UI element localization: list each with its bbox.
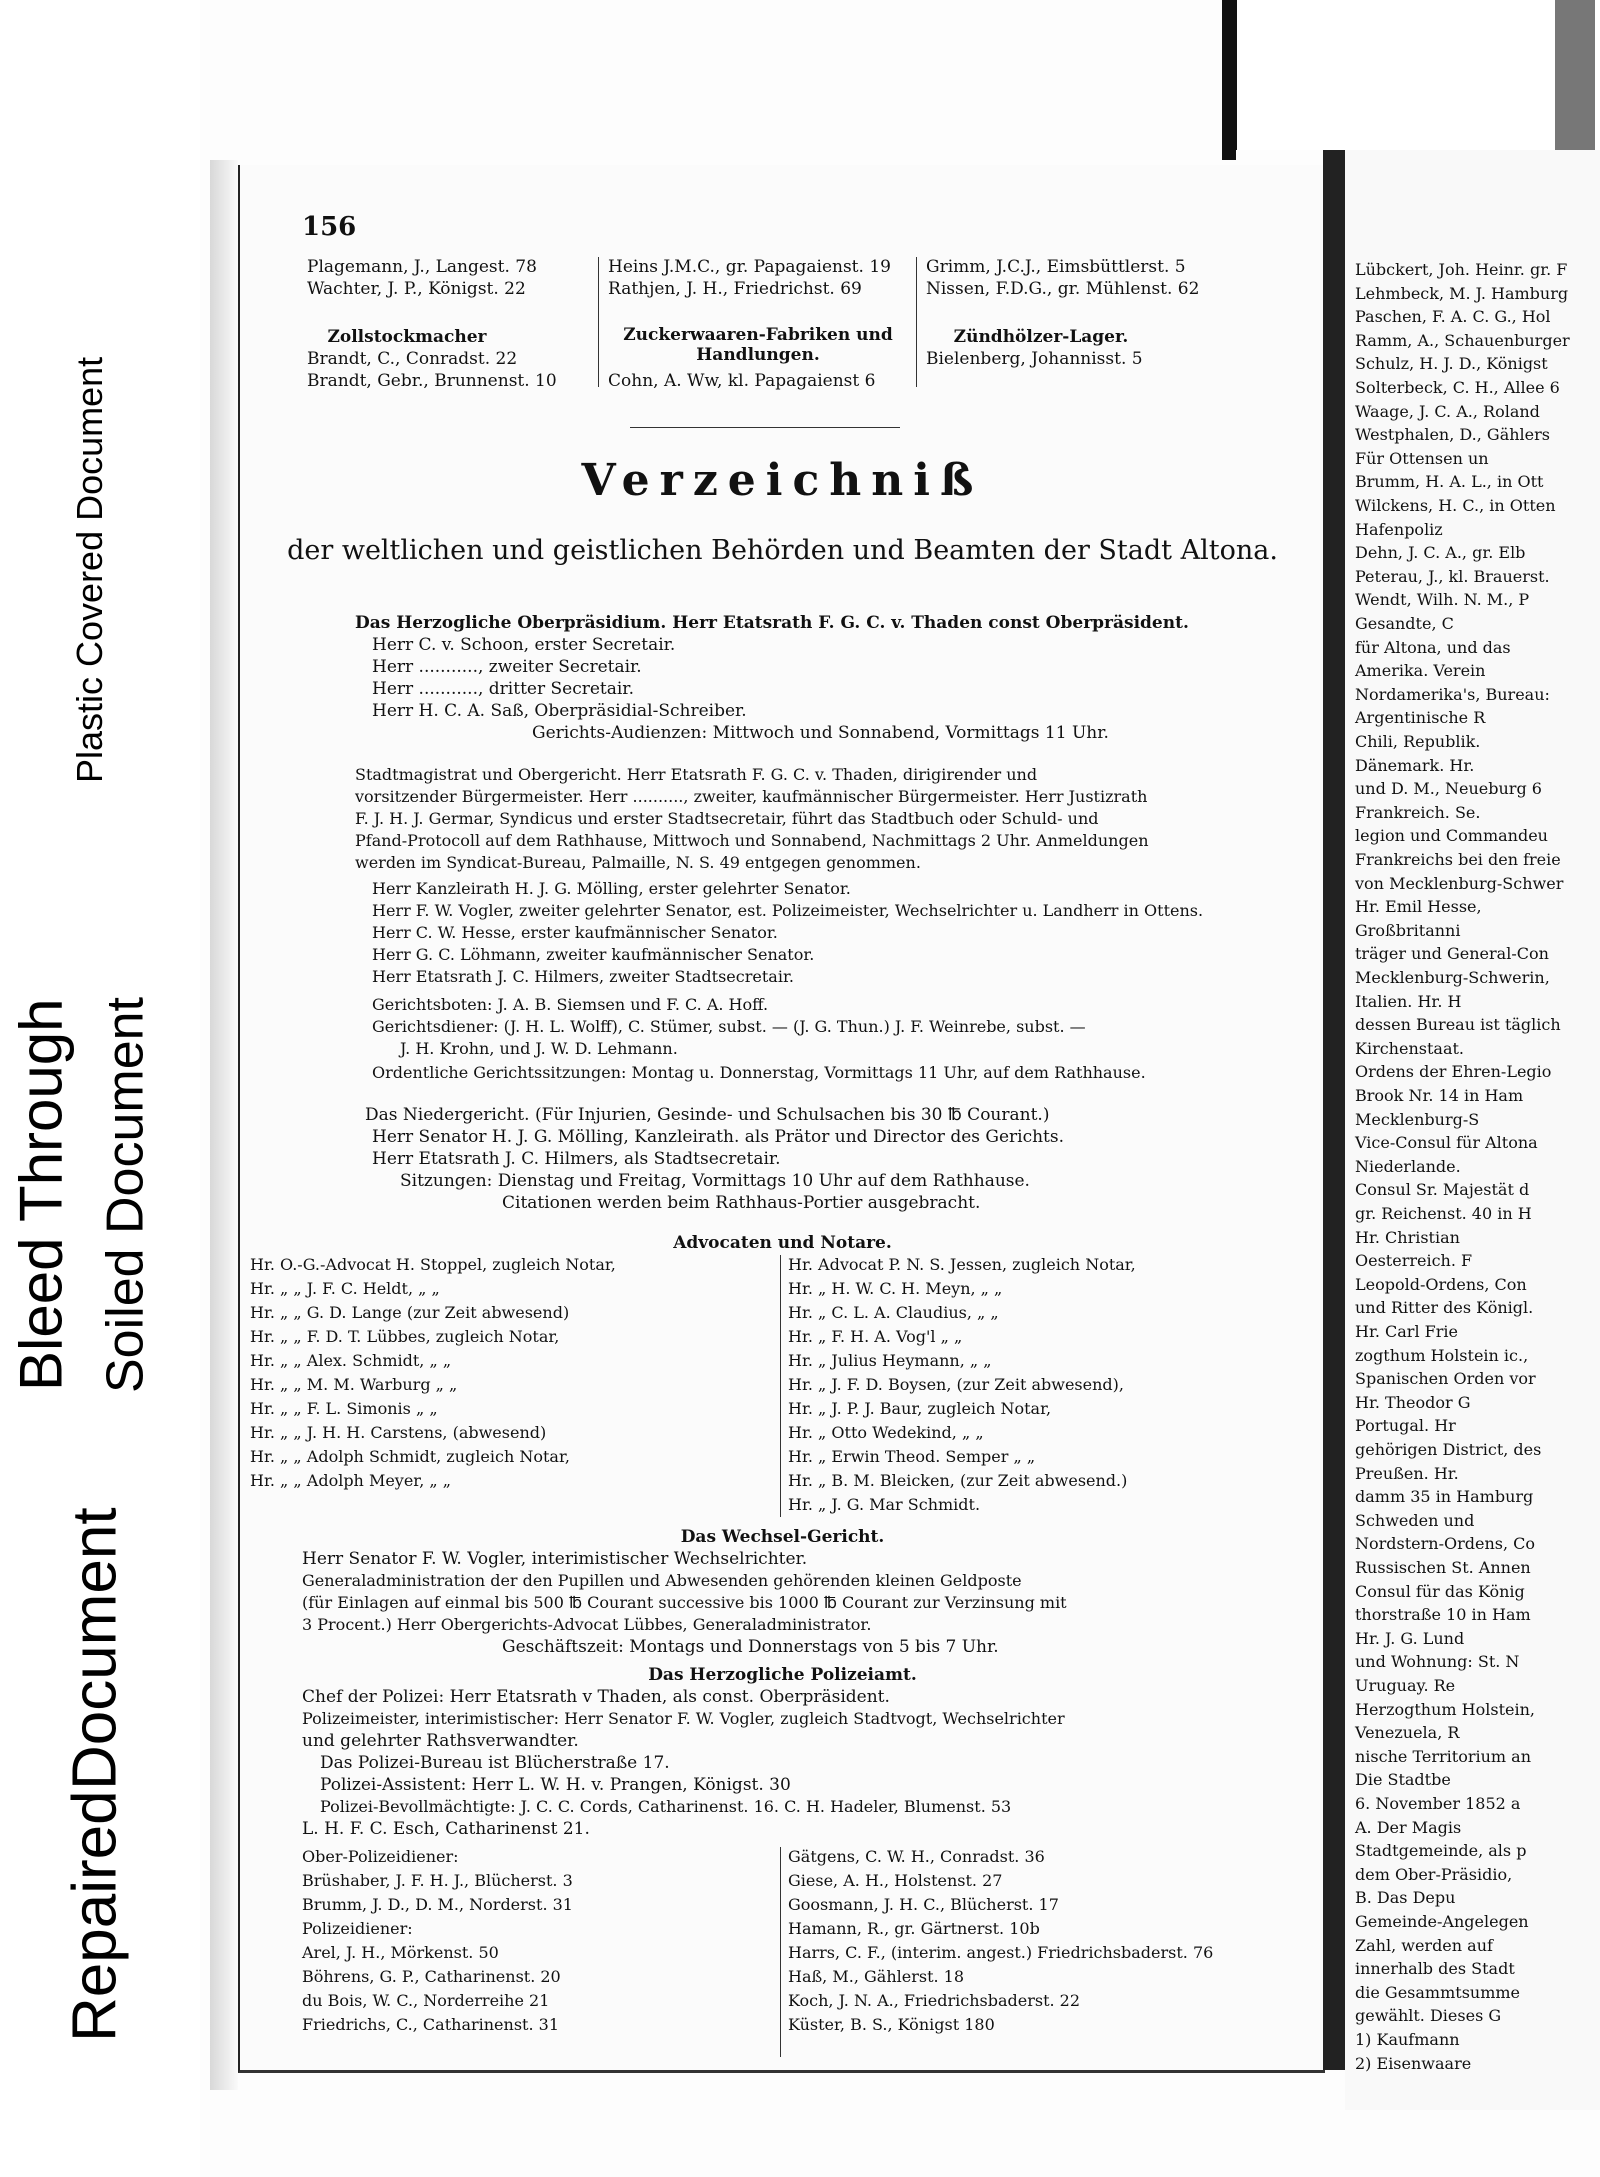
oberpraesidium-line3: Herr ..........., zweiter Secretair.	[372, 657, 642, 677]
right-page-line: gehörigen District, des	[1355, 1440, 1542, 1459]
advocat-entry: Hr. „ „ G. D. Lange (zur Zeit abwesend)	[250, 1303, 570, 1322]
polizei-entry: Böhrens, G. P., Catharinenst. 20	[302, 1967, 561, 1986]
advocat-entry: Hr. „ „ J. F. C. Heldt, „ „	[250, 1279, 440, 1298]
magistrat-line13: J. H. Krohn, und J. W. D. Lehmann.	[400, 1039, 678, 1058]
right-page-line: Die Stadtbe	[1355, 1770, 1451, 1790]
wechsel-line3: Generaladministration der den Pupillen und Abwesenden gehörenden kleinen Geldposte	[302, 1571, 1022, 1590]
right-page-line: Lehmbeck, M. J. Hamburg	[1355, 283, 1569, 303]
right-page-line: Consul Sr. Majestät d	[1355, 1180, 1530, 1200]
right-page-line: Frankreichs bei den freie	[1355, 850, 1561, 869]
polizei-entry: Harrs, C. F., (interim. angest.) Friedrichsbaderst. 76	[788, 1943, 1214, 1962]
right-page-line: Preußen. Hr.	[1355, 1463, 1459, 1483]
magistrat-line5: werden im Syndicat-Bureau, Palmaille, N. S. 49 entgegen genommen.	[355, 853, 921, 872]
right-page-line: Herzogthum Holstein,	[1355, 1699, 1535, 1719]
right-page	[1345, 150, 1600, 2110]
right-page-line: und Ritter des Königl.	[1355, 1298, 1534, 1318]
polizei-line5: Das Polizei-Bureau ist Blücherstraße 17.	[320, 1753, 670, 1773]
niedergericht-line2: Herr Senator H. J. G. Mölling, Kanzleirath. als Prätor und Director des Gerichts.	[372, 1127, 1065, 1147]
right-page-line: Leopold-Ordens, Con	[1355, 1274, 1527, 1294]
oberpraesidium-line5: Herr H. C. A. Saß, Oberpräsidial-Schreiber.	[372, 701, 747, 721]
right-page-line: dessen Bureau ist täglich	[1355, 1015, 1561, 1035]
page-number: 156	[302, 212, 357, 242]
wechsel-line2: Herr Senator F. W. Vogler, interimistischer Wechselrichter.	[302, 1549, 808, 1569]
book-page	[238, 165, 1325, 2073]
right-page-line: Hr. Emil Hesse,	[1355, 897, 1482, 917]
magistrat-line1: Stadtmagistrat und Obergericht. Herr Etatsrath F. G. C. v. Thaden, dirigirender und	[355, 765, 1038, 784]
right-page-line: Hr. Carl Frie	[1355, 1322, 1458, 1341]
right-page-line: Lübckert, Joh. Heinr. gr. F	[1355, 260, 1568, 279]
polizei-line3: Polizeimeister, interimistischer: Herr Senator F. W. Vogler, zugleich Stadtvogt, Wechselrichter	[302, 1709, 1065, 1728]
right-page-line: Uruguay. Re	[1355, 1676, 1456, 1695]
right-page-line: Mecklenburg-S	[1355, 1109, 1480, 1129]
right-page-line: dem Ober-Präsidio,	[1355, 1864, 1513, 1884]
right-page-line: Nordstern-Ordens, Co	[1355, 1534, 1536, 1554]
top-col1-heading: Zollstockmacher	[327, 327, 487, 347]
right-page-line: nische Territorium an	[1355, 1746, 1531, 1766]
top-col1-after2: Brandt, Gebr., Brunnenst. 10	[307, 371, 557, 391]
right-page-line: Mecklenburg-Schwerin,	[1355, 968, 1550, 987]
oberpraesidium-line2: Herr C. v. Schoon, erster Secretair.	[372, 635, 676, 655]
right-page-line: und D. M., Neueburg 6	[1355, 779, 1542, 799]
advocat-entry: Hr. „ „ Adolph Meyer, „ „	[250, 1471, 452, 1490]
label-plastic-text: Plastic Covered Document	[69, 356, 111, 784]
right-page-line: die Gesammtsumme	[1355, 1982, 1521, 2002]
polizei-entry: Küster, B. S., Königst 180	[788, 2015, 995, 2034]
right-page-line: Hr. Christian	[1355, 1227, 1460, 1247]
wechsel-heading: Das Wechsel-Gericht.	[680, 1527, 885, 1547]
top-col2-after1: Cohn, A. Ww, kl. Papagaienst 6	[608, 371, 876, 391]
polizei-entry: du Bois, W. C., Norderreihe 21	[302, 1991, 550, 2010]
right-page-line: Venezuela, R	[1355, 1723, 1460, 1743]
right-page-line: Ordens der Ehren-Legio	[1355, 1062, 1552, 1082]
right-page-line: Zahl, werden auf	[1355, 1935, 1493, 1955]
right-page-line: Consul für das König	[1355, 1581, 1525, 1601]
magistrat-line4: Pfand-Protocoll auf dem Rathhause, Mittwoch und Sonnabend, Nachmittags 2 Uhr. Anmeldungen	[355, 831, 1149, 850]
book-gutter	[1323, 150, 1345, 2070]
top-col-rule1	[598, 257, 599, 387]
magistrat-line8: Herr C. W. Hesse, erster kaufmännischer Senator.	[372, 923, 778, 942]
polizei-entry: Gätgens, C. W. H., Conradst. 36	[788, 1847, 1045, 1866]
right-page-line: Amerika. Verein	[1355, 661, 1486, 681]
right-page-line: Frankreich. Se.	[1355, 802, 1481, 822]
advocat-entry: Hr. O.-G.-Advocat H. Stoppel, zugleich Notar,	[250, 1255, 616, 1274]
right-page-line: und Wohnung: St. N	[1355, 1652, 1520, 1672]
polizei-line2: Chef der Polizei: Herr Etatsrath v Thaden, als const. Oberpräsident.	[302, 1687, 890, 1707]
right-page-line: träger und General-Con	[1355, 944, 1549, 964]
right-page-line: legion und Commandeu	[1355, 826, 1548, 846]
right-page-line: Niederlande.	[1355, 1156, 1461, 1176]
right-page-line: für Altona, und das	[1355, 637, 1511, 657]
top-col1-line1: Plagemann, J., Langest. 78	[307, 257, 537, 277]
magistrat-line6: Herr Kanzleirath H. J. G. Mölling, erster gelehrter Senator.	[372, 879, 851, 898]
magistrat-line2: vorsitzender Bürgermeister. Herr .........., zweiter, kaufmännischer Bürgermeister. Herr Justizrath	[355, 787, 1148, 806]
label-repaired-document	[10, 1507, 180, 2043]
advocat-entry: Hr. „ „ M. M. Warburg „ „	[250, 1375, 458, 1394]
right-page-line: Ramm, A., Schauenburger	[1355, 330, 1570, 350]
label-plastic-covered	[60, 270, 120, 870]
right-page-line: Gemeinde-Angelegen	[1355, 1912, 1529, 1931]
oberpraesidium-line6: Gerichts-Audienzen: Mittwoch und Sonnabend, Vormittags 11 Uhr.	[532, 723, 1109, 743]
polizei-heading: Das Herzogliche Polizeiamt.	[648, 1665, 917, 1685]
right-page-line: Kirchenstaat.	[1355, 1038, 1464, 1058]
right-page-line: Stadtgemeinde, als p	[1355, 1841, 1527, 1861]
right-page-line: Peterau, J., kl. Brauerst.	[1355, 566, 1550, 586]
advocat-entry: Hr. Advocat P. N. S. Jessen, zugleich Notar,	[788, 1255, 1136, 1274]
dark-edge	[1222, 0, 1236, 160]
title-rule	[630, 427, 900, 428]
wechsel-line5: 3 Procent.) Herr Obergerichts-Advocat Lübbes, Generaladministrator.	[302, 1615, 872, 1634]
right-page-line: Wilckens, H. C., in Otten	[1355, 496, 1556, 515]
polizei-line4: und gelehrter Rathsverwandter.	[302, 1731, 579, 1751]
wechsel-line6: Geschäftszeit: Montags und Donnerstags von 5 bis 7 Uhr.	[502, 1637, 999, 1657]
advocat-entry: Hr. „ J. F. D. Boysen, (zur Zeit abwesend),	[788, 1375, 1124, 1394]
right-page-line: Nordamerika's, Bureau:	[1355, 684, 1550, 704]
right-page-line: Für Ottensen un	[1355, 448, 1489, 468]
right-page-line: von Mecklenburg-Schwer	[1355, 873, 1564, 893]
magistrat-line3: F. J. H. J. Germar, Syndicus und erster Stadtsecretair, führt das Stadtbuch oder Schuld- und	[355, 809, 1099, 828]
right-page-line: Westphalen, D., Gählers	[1355, 425, 1550, 445]
right-page-line: Brook Nr. 14 in Ham	[1355, 1086, 1524, 1105]
label-repaired-line2: Document	[60, 1507, 130, 1791]
right-page-line: Italien. Hr. H	[1355, 991, 1462, 1011]
advocat-entry: Hr. „ F. H. A. Vog'l „ „	[788, 1327, 963, 1346]
top-col3-line2: Nissen, F.D.G., gr. Mühlenst. 62	[926, 279, 1200, 299]
page-subtitle: der weltlichen und geistlichen Behörden und Beamten der Stadt Altona.	[287, 535, 1278, 566]
advocat-entry: Hr. „ „ F. L. Simonis „ „	[250, 1399, 438, 1418]
top-col-rule2	[916, 257, 917, 387]
page-stack-edge	[210, 160, 238, 2090]
magistrat-line7: Herr F. W. Vogler, zweiter gelehrter Senator, est. Polizeimeister, Wechselrichter u. Landherr in Ottens.	[372, 901, 1204, 920]
label-repaired-line1: Repaired	[60, 1790, 130, 2043]
right-page-line: Brumm, H. A. L., in Ott	[1355, 472, 1544, 492]
right-page-line: Argentinische R	[1355, 708, 1486, 728]
advocat-entry: Hr. „ J. G. Mar Schmidt.	[788, 1495, 981, 1514]
polizei-entry: Goosmann, J. H. C., Blücherst. 17	[788, 1895, 1059, 1914]
right-page-line: Dänemark. Hr.	[1355, 755, 1475, 775]
advocat-entry: Hr. „ „ Adolph Schmidt, zugleich Notar,	[250, 1447, 570, 1466]
right-page-line: Chili, Republik.	[1355, 732, 1481, 751]
polizei-entry: Ober-Polizeidiener:	[302, 1847, 459, 1866]
oberpraesidium-line1: Das Herzogliche Oberpräsidium. Herr Etatsrath F. G. C. v. Thaden const Oberpräsident.	[355, 613, 1189, 633]
label-bleed-text: Bleed Through	[7, 998, 75, 1392]
right-page-line: Hr. J. G. Lund	[1355, 1628, 1465, 1648]
polizei-entry: Friedrichs, C., Catharinenst. 31	[302, 2015, 559, 2034]
right-page-line: Oesterreich. F	[1355, 1251, 1473, 1271]
right-page-line: innerhalb des Stadt	[1355, 1959, 1515, 1979]
advocat-entry: Hr. „ J. P. J. Baur, zugleich Notar,	[788, 1399, 1052, 1418]
niedergericht-line4: Sitzungen: Dienstag und Freitag, Vormittags 10 Uhr auf dem Rathhause.	[400, 1171, 1030, 1191]
right-page-line: Großbritanni	[1355, 920, 1461, 940]
right-page-line: Vice-Consul für Altona	[1355, 1133, 1538, 1153]
wechsel-line4: (für Einlagen auf einmal bis 500 ℔ Courant successive bis 1000 ℔ Courant zur Verzinsung mit	[302, 1593, 1067, 1612]
polizei-rule	[780, 1847, 781, 2057]
polizei-entry: Haß, M., Gählerst. 18	[788, 1967, 965, 1986]
right-page-line: Waage, J. C. A., Roland	[1355, 401, 1540, 421]
right-page-line: damm 35 in Hamburg	[1355, 1487, 1534, 1507]
advocat-entry: Hr. „ H. W. C. H. Meyn, „ „	[788, 1279, 1003, 1298]
advocaten-heading: Advocaten und Notare.	[673, 1233, 892, 1253]
advocat-entry: Hr. „ Julius Heymann, „ „	[788, 1351, 992, 1370]
advocat-entry: Hr. „ „ J. H. H. Carstens, (abwesend)	[250, 1423, 547, 1442]
dark-edge-right	[1555, 0, 1595, 160]
right-page-line: Dehn, J. C. A., gr. Elb	[1355, 543, 1526, 563]
top-bar	[1225, 0, 1600, 150]
right-page-line: 1) Kaufmann	[1355, 2030, 1460, 2049]
polizei-line7: Polizei-Bevollmächtigte: J. C. C. Cords, Catharinenst. 16. C. H. Hadeler, Blumenst. 53	[320, 1797, 1012, 1816]
page-title: Verzeichniß	[581, 455, 984, 506]
polizei-entry: Giese, A. H., Holstenst. 27	[788, 1871, 1003, 1890]
polizei-entry: Arel, J. H., Mörkenst. 50	[302, 1943, 499, 1962]
magistrat-line9: Herr G. C. Löhmann, zweiter kaufmännischer Senator.	[372, 945, 815, 964]
top-col1-line2: Wachter, J. P., Königst. 22	[307, 279, 526, 299]
top-col3-line1: Grimm, J.C.J., Eimsbüttlerst. 5	[926, 257, 1186, 277]
right-page-line: zogthum Holstein ic.,	[1355, 1345, 1529, 1365]
niedergericht-line5: Citationen werden beim Rathhaus-Portier ausgebracht.	[502, 1193, 981, 1213]
right-page-line: Russischen St. Annen	[1355, 1558, 1531, 1577]
advocat-entry: Hr. „ B. M. Bleicken, (zur Zeit abwesend.)	[788, 1471, 1128, 1490]
magistrat-line11: Gerichtsboten: J. A. B. Siemsen und F. C. A. Hoff.	[372, 995, 769, 1014]
advocat-entry: Hr. „ Erwin Theod. Semper „ „	[788, 1447, 1036, 1466]
right-page-line: Schulz, H. J. D., Königst	[1355, 354, 1548, 374]
top-col3-heading: Zündhölzer-Lager.	[953, 327, 1129, 347]
polizei-entry: Brüshaber, J. F. H. J., Blücherst. 3	[302, 1871, 573, 1890]
right-page-line: gr. Reichenst. 40 in H	[1355, 1204, 1532, 1223]
niedergericht-line1: Das Niedergericht. (Für Injurien, Gesinde- und Schulsachen bis 30 ℔ Courant.)	[365, 1105, 1050, 1125]
right-page-line: Wendt, Wilh. N. M., P	[1355, 590, 1530, 610]
top-col2-line1: Heins J.M.C., gr. Papagaienst. 19	[608, 257, 891, 277]
magistrat-line10: Herr Etatsrath J. C. Hilmers, zweiter Stadtsecretair.	[372, 967, 794, 986]
top-col2-line2: Rathjen, J. H., Friedrichst. 69	[608, 279, 862, 299]
right-page-line: thorstraße 10 in Ham	[1355, 1605, 1531, 1625]
polizei-line8: L. H. F. C. Esch, Catharinenst 21.	[302, 1819, 590, 1839]
label-strip	[0, 0, 200, 2177]
polizei-entry: Brumm, J. D., D. M., Norderst. 31	[302, 1895, 573, 1914]
right-page-line: B. Das Depu	[1355, 1888, 1456, 1908]
top-col3-after1: Bielenberg, Johannisst. 5	[926, 349, 1143, 369]
magistrat-line14: Ordentliche Gerichtssitzungen: Montag u. Donnerstag, Vormittags 11 Uhr, auf dem Rathhause.	[372, 1063, 1146, 1082]
advocat-entry: Hr. „ Otto Wedekind, „ „	[788, 1423, 984, 1442]
top-col2-heading: Zuckerwaaren-Fabriken und Handlungen.	[623, 325, 893, 365]
right-page-line: 6. November 1852 a	[1355, 1794, 1521, 1813]
right-page-line: gewählt. Dieses G	[1355, 2006, 1502, 2026]
label-bleed-through	[0, 900, 82, 1490]
polizei-line6: Polizei-Assistent: Herr L. W. H. v. Prangen, Königst. 30	[320, 1775, 791, 1795]
right-page-line: Hafenpoliz	[1355, 519, 1443, 539]
right-page-line: Hr. Theodor G	[1355, 1392, 1471, 1412]
right-page-line: Gesandte, C	[1355, 614, 1454, 633]
advocat-entry: Hr. „ „ Alex. Schmidt, „ „	[250, 1351, 452, 1370]
right-page-line: Schweden und	[1355, 1510, 1475, 1530]
label-soiled-document	[92, 900, 160, 1490]
right-page-line: Solterbeck, C. H., Allee 6	[1355, 378, 1560, 397]
magistrat-line12: Gerichtsdiener: (J. H. L. Wolff), C. Stümer, subst. — (J. G. Thun.) J. F. Weinrebe, subst. —	[372, 1017, 1086, 1036]
label-soiled-text: Soiled Document	[96, 997, 155, 1393]
advocaten-rule	[780, 1255, 781, 1517]
oberpraesidium-line4: Herr ..........., dritter Secretair.	[372, 679, 634, 699]
right-page-line: A. Der Magis	[1355, 1817, 1462, 1837]
right-page-line: Spanischen Orden vor	[1355, 1369, 1536, 1389]
polizei-entry: Polizeidiener:	[302, 1919, 413, 1938]
right-page-line: Paschen, F. A. C. G., Hol	[1355, 307, 1551, 327]
right-page-line: Portugal. Hr	[1355, 1416, 1456, 1436]
polizei-entry: Hamann, R., gr. Gärtnerst. 10b	[788, 1919, 1040, 1938]
top-col1-after1: Brandt, C., Conradst. 22	[307, 349, 518, 369]
polizei-entry: Koch, J. N. A., Friedrichsbaderst. 22	[788, 1991, 1081, 2010]
niedergericht-line3: Herr Etatsrath J. C. Hilmers, als Stadtsecretair.	[372, 1149, 781, 1169]
advocat-entry: Hr. „ C. L. A. Claudius, „ „	[788, 1303, 999, 1322]
advocat-entry: Hr. „ „ F. D. T. Lübbes, zugleich Notar,	[250, 1327, 560, 1346]
right-page-line: 2) Eisenwaare	[1355, 2053, 1472, 2073]
